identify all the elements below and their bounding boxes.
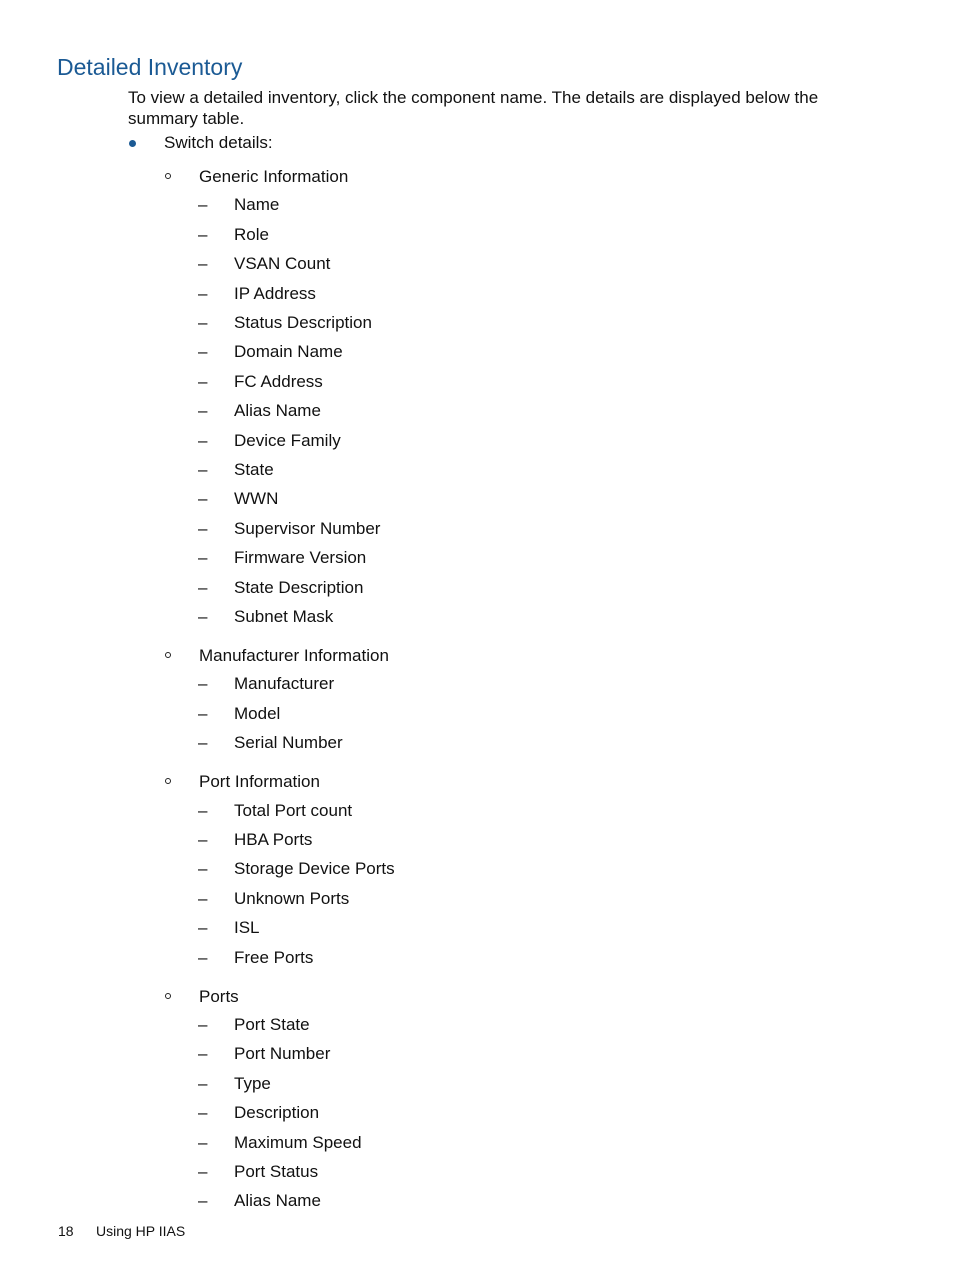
list-item: Role [234, 224, 269, 244]
dash-bullet-icon: – [198, 674, 208, 694]
dash-bullet-icon: – [198, 1103, 208, 1123]
list-item: Serial Number [234, 733, 343, 753]
list-item: Port State [234, 1015, 310, 1034]
circle-bullet-icon [165, 173, 171, 179]
footer-chapter-title: Using HP IIAS [96, 1223, 186, 1239]
dash-bullet-icon: – [198, 947, 208, 967]
list-item: VSAN Count [234, 254, 331, 274]
dash-bullet-icon: – [198, 1191, 208, 1211]
dash-bullet-icon: – [198, 401, 208, 421]
dash-bullet-icon: – [198, 1015, 208, 1034]
dash-bullet-icon: – [198, 733, 208, 753]
dash-bullet-icon: – [198, 460, 208, 479]
list-item: Description [234, 1103, 320, 1123]
list-item: WWN [234, 489, 279, 509]
list-item: Device Family [234, 430, 341, 450]
list-item: Supervisor Number [234, 518, 381, 538]
dash-bullet-icon: – [198, 548, 208, 568]
circle-bullet-icon [165, 778, 171, 784]
dash-bullet-icon: – [198, 430, 208, 450]
dash-bullet-icon: – [198, 830, 208, 849]
list-item: Type [234, 1073, 271, 1093]
list-item: Alias Name [234, 1191, 321, 1211]
list-item: FC Address [234, 371, 323, 391]
dash-bullet-icon: – [198, 254, 208, 274]
list-item: Firmware Version [234, 548, 367, 568]
dash-bullet-icon: – [198, 607, 208, 626]
dash-bullet-icon: – [198, 1162, 208, 1181]
dash-bullet-icon: – [198, 918, 208, 938]
list-item: Model [234, 703, 281, 723]
list-item: Alias Name [234, 401, 321, 421]
list-item: Name [234, 195, 280, 215]
list-item: Free Ports [234, 947, 314, 967]
circle-bullet-icon [165, 993, 171, 999]
list-item: State [234, 460, 274, 479]
dash-bullet-icon: – [198, 224, 208, 244]
dash-bullet-icon: – [198, 313, 208, 332]
dash-bullet-icon: – [198, 1044, 208, 1064]
list-group-label: Generic Information [199, 167, 349, 186]
list-item: Port Status [234, 1162, 319, 1181]
bullet-icon [129, 140, 136, 147]
list-item: Port Number [234, 1044, 331, 1064]
dash-bullet-icon: – [198, 888, 208, 908]
list-group-label: Port Information [199, 772, 320, 792]
list-item: Unknown Ports [234, 888, 350, 908]
list-group-label: Manufacturer Information [199, 646, 389, 665]
list-item: HBA Ports [234, 830, 313, 849]
list-item: Manufacturer [234, 674, 335, 694]
list-item: Subnet Mask [234, 607, 334, 626]
dash-bullet-icon: – [198, 800, 208, 820]
list-item: Domain Name [234, 342, 343, 362]
dash-bullet-icon: – [198, 703, 208, 723]
intro-paragraph: To view a detailed inventory, click the component name. The details are displayed below the summary table. [128, 88, 819, 128]
footer-page-number: 18 [58, 1223, 74, 1239]
dash-bullet-icon: – [198, 342, 208, 362]
circle-bullet-icon [165, 652, 171, 658]
list-group-label: Ports [199, 986, 239, 1006]
page-title: Detailed Inventory [57, 54, 243, 80]
list-item: State Description [234, 577, 364, 597]
list-item: Total Port count [234, 800, 353, 820]
dash-bullet-icon: – [198, 195, 208, 215]
dash-bullet-icon: – [198, 489, 208, 509]
dash-bullet-icon: – [198, 518, 208, 538]
list-item-switch-details: Switch details: [164, 133, 273, 152]
dash-bullet-icon: – [198, 1073, 208, 1093]
list-item: Maximum Speed [234, 1132, 362, 1152]
dash-bullet-icon: – [198, 859, 208, 879]
list-item: Status Description [234, 313, 372, 332]
list-item: IP Address [234, 283, 316, 303]
dash-bullet-icon: – [198, 371, 208, 391]
list-item: Storage Device Ports [234, 859, 395, 879]
list-item: ISL [234, 918, 260, 938]
dash-bullet-icon: – [198, 577, 208, 597]
dash-bullet-icon: – [198, 1132, 208, 1152]
dash-bullet-icon: – [198, 283, 208, 303]
